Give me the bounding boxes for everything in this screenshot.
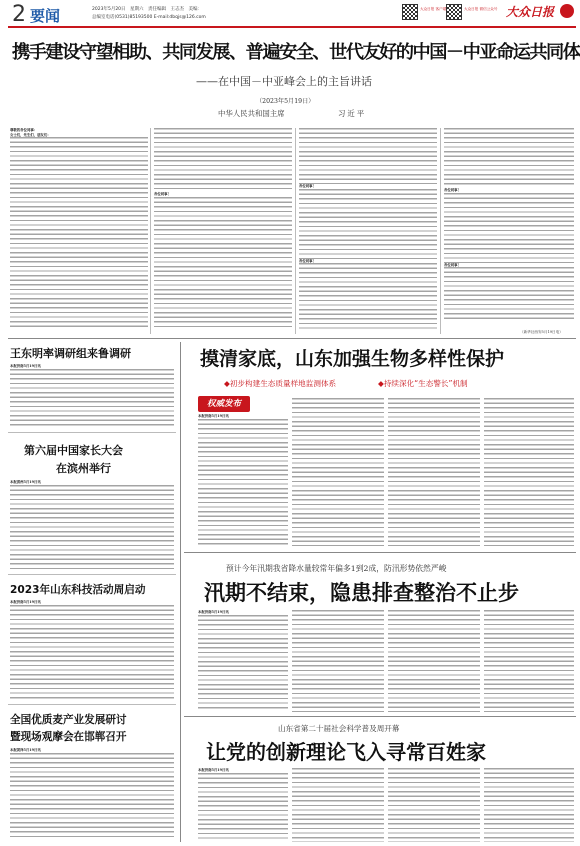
page-number: 2 — [12, 2, 26, 27]
lead-date: （2023年5月19日） — [256, 98, 315, 105]
biodiversity-deck-1: ◆初步构建生态质量样地监测体系 — [224, 379, 337, 388]
biodiversity-col-1 — [198, 414, 288, 546]
lead-byline-name: 习近平 — [338, 109, 367, 118]
article-rule — [8, 432, 176, 433]
lead-subtitle: ——在中国－中亚峰会上的主旨讲话 — [196, 75, 372, 88]
body-text-block — [388, 768, 480, 842]
science-headline: 让党的创新理论飞入寻常百姓家 — [206, 740, 486, 764]
phone-line: 总编室电话(0531)85193500 E-mail:dbqjs@126.com — [92, 15, 206, 20]
body-text-block — [292, 768, 384, 842]
body-text-block — [198, 419, 288, 545]
badge-label: 权威发布 — [206, 399, 241, 409]
column-rule — [150, 128, 151, 334]
body-text-block — [198, 773, 288, 841]
left-headline-4a: 全国优质麦产业发展研讨 — [10, 714, 127, 726]
section-rule — [184, 552, 576, 553]
flood-kicker: 预计今年汛期我省降水量较常年偏多1到2成，防汛形势依然严峻 — [226, 564, 447, 573]
flood-col-2 — [292, 610, 384, 712]
biodiversity-col-4 — [484, 398, 574, 546]
dateline: 本报滨州5月19日讯 — [10, 480, 41, 484]
masthead-rule — [8, 26, 576, 28]
body-text-block — [10, 605, 174, 699]
section-head: 各位同事！ — [299, 258, 316, 263]
column-rule — [295, 128, 296, 334]
body-text-block — [154, 197, 292, 329]
newspaper-logo: 大众日报 — [506, 5, 555, 19]
section-head: 各位同事！ — [299, 184, 316, 188]
dateline: 本报济南5月19日讯 — [10, 600, 41, 604]
flood-col-3 — [388, 610, 480, 712]
body-text-block — [484, 768, 574, 842]
left-headline-2b: 在滨州举行 — [56, 462, 111, 475]
flood-col-4 — [484, 610, 574, 712]
column-rule — [180, 342, 181, 842]
body-text-block — [198, 615, 288, 711]
qr-code-icon[interactable] — [402, 4, 418, 20]
lead-body-col-1 — [10, 128, 148, 334]
dateline: 本报济南5月19日讯 — [10, 364, 41, 368]
body-text-block — [484, 610, 574, 712]
lead-headline: 携手建设守望相助、共同发展、普遍安全、世代友好的中国－中亚命运共同体 — [12, 42, 580, 63]
authority-release-badge — [198, 396, 250, 412]
lead-body-col-3 — [299, 128, 437, 334]
lead-body-col-2 — [154, 128, 292, 334]
left-headline-2a: 第六届中国家长大会 — [24, 444, 123, 457]
body-text-block — [292, 398, 384, 546]
body-text-block — [388, 610, 480, 712]
qr-label: 大众日报 客户端 — [420, 7, 447, 11]
science-col-4 — [484, 768, 574, 842]
biodiversity-col-3 — [388, 398, 480, 546]
science-col-1 — [198, 768, 288, 842]
biodiversity-deck-2: ◆持续深化“生态警长”机制 — [378, 379, 468, 388]
left-headline-3: 2023年山东科技活动周启动 — [10, 584, 146, 596]
left-article-3 — [10, 600, 174, 700]
section-head: 各位同事！ — [444, 262, 461, 267]
article-rule — [8, 574, 176, 575]
body-text-block — [10, 137, 148, 329]
date-line: 2023年5月20日 星期六 责任编辑 王志杰 美编： — [92, 7, 203, 12]
biodiversity-col-2 — [292, 398, 384, 546]
flood-headline: 汛期不结束，隐患排查整治不止步 — [204, 581, 519, 605]
section-label: 要闻 — [30, 7, 61, 25]
section-rule — [8, 338, 576, 339]
lead-byline-org: 中华人民共和国主席 — [218, 109, 285, 118]
section-head: 各位同事！ — [154, 192, 171, 196]
body-text-block — [299, 263, 437, 329]
qr-code-icon[interactable] — [446, 4, 462, 20]
science-col-3 — [388, 768, 480, 842]
body-text-block — [299, 128, 437, 184]
body-text-block — [444, 193, 574, 263]
source-note: （新华社西安5月19日电） — [520, 330, 563, 334]
biodiversity-headline: 摸清家底，山东加强生物多样性保护 — [200, 348, 505, 370]
body-text-block — [444, 128, 574, 188]
science-col-2 — [292, 768, 384, 842]
body-text-block — [10, 753, 174, 839]
lead-greeting: 女士们，先生们，朋友们： — [10, 132, 51, 137]
left-headline-4b: 暨现场观摩会在邯郸召开 — [10, 731, 127, 743]
body-text-block — [292, 610, 384, 712]
body-text-block — [444, 267, 574, 319]
left-article-4 — [10, 748, 174, 840]
body-text-block — [484, 398, 574, 546]
lead-body-col-4 — [444, 128, 574, 334]
section-head: 各位同事！ — [444, 188, 461, 192]
dateline: 本报济南5月19日讯 — [198, 414, 229, 418]
science-kicker: 山东省第二十届社会科学普及周开幕 — [278, 724, 400, 733]
left-headline-1: 王东明率调研组来鲁调研 — [10, 347, 131, 360]
article-rule — [8, 704, 176, 705]
flood-col-1 — [198, 610, 288, 712]
dateline: 本报菏泽5月19日讯 — [10, 748, 41, 752]
logo-emblem-icon — [560, 4, 574, 18]
left-article-2 — [10, 480, 174, 572]
column-rule — [440, 128, 441, 334]
dateline: 本报济南5月19日讯 — [198, 768, 229, 772]
qr-label: 大众日报 微信公众号 — [464, 7, 498, 11]
lead-salutation: 尊敬的各位同事： — [10, 128, 38, 132]
dateline: 本报济南5月19日讯 — [198, 610, 229, 614]
body-text-block — [154, 128, 292, 192]
body-text-block — [388, 398, 480, 546]
section-rule — [184, 716, 576, 717]
body-text-block — [10, 369, 174, 429]
left-article-1 — [10, 364, 174, 430]
body-text-block — [10, 485, 174, 571]
body-text-block — [299, 189, 437, 259]
